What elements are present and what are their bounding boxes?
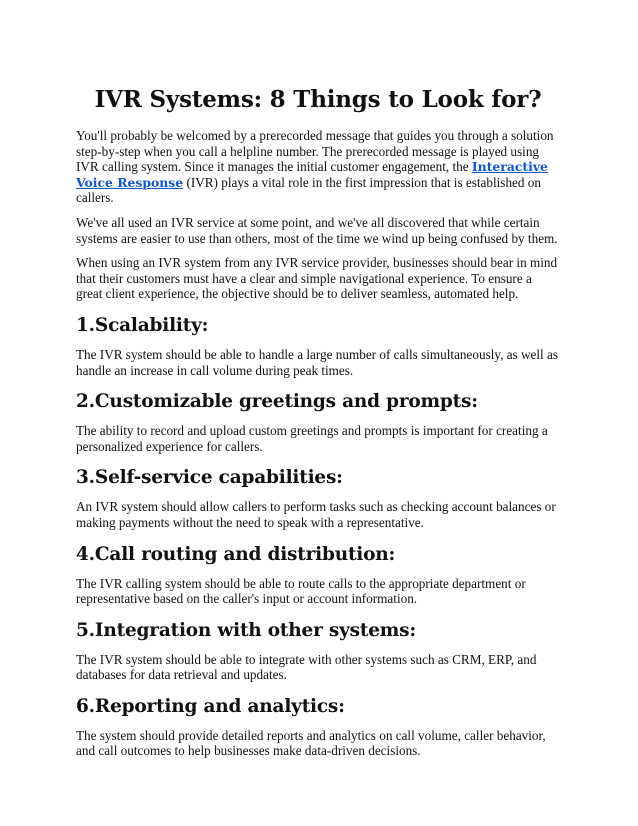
intro-paragraph-3: When using an IVR system from any IVR service provider, businesses should bear in mind that their customers must have a clear and simple navigational experience. To ensure a great client experience, the objective should be to deliver seamless, automated help.	[76, 255, 558, 302]
section-heading-scalability: 1.Scalability:	[76, 314, 209, 336]
section-heading-integration: 5.Integration with other systems:	[76, 619, 417, 641]
section-body-reporting: The system should provide detailed reports and analytics on call volume, caller behavior, and call outcomes to help businesses make data-driven decisions.	[76, 727, 546, 759]
intro-text-before-link: You'll probably be welcomed by a prerecorded message that guides you through a solution step-by-step when you call a helpline number. The prerecorded message is played using IVR calling system. Since it manages the initial customer engagement, the	[76, 128, 554, 175]
section-body-integration: The IVR system should be able to integrate with other systems such as CRM, ERP, and databases for data retrieval and updates.	[76, 651, 537, 683]
section-body-self-service: An IVR system should allow callers to perform tasks such as checking account balances or making payments without the need to speak with a representative.	[76, 499, 556, 530]
intro-text-after-link: (IVR) plays a vital role in the first impression that is established on callers.	[76, 174, 541, 206]
section-heading-greetings: 2.Customizable greetings and prompts:	[76, 391, 478, 413]
section-body-greetings: The ability to record and upload custom greetings and prompts is important for creating a personalized experience for callers.	[76, 423, 548, 454]
section-body-scalability: The IVR system should be able to handle a large number of calls simultaneously, as well as handle an increase in call volume during peak times.	[76, 346, 558, 378]
section-body-call-routing: The IVR calling system should be able to route calls to the appropriate department or representative based on the caller's input or account information.	[76, 575, 526, 607]
intro-paragraph-1	[76, 128, 560, 206]
page-title: IVR Systems: 8 Things to Look for?	[94, 86, 542, 113]
intro-paragraph-2: We've all used an IVR service at some point, and we've all discovered that while certain systems are easier to use than others, most of the time we wind up being confused by them.	[76, 214, 558, 246]
section-heading-call-routing: 4.Call routing and distribution:	[76, 543, 396, 565]
section-heading-reporting: 6.Reporting and analytics:	[76, 695, 345, 717]
interactive-voice-response-link[interactable]: Interactive Voice Response	[76, 159, 548, 190]
section-heading-self-service: 3.Self-service capabilities:	[76, 467, 343, 489]
